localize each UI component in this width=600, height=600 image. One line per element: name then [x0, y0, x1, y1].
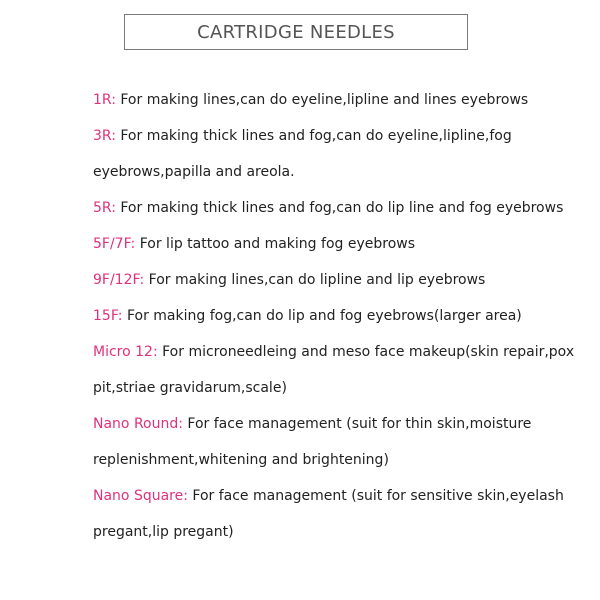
needle-code: Nano Square:: [93, 488, 188, 504]
needle-description: For making thick lines and fog,can do lip line and fog eyebrows: [120, 200, 564, 216]
needle-description: For face management (suit for sensitive skin,eyelash pregant,lip pregant): [93, 488, 564, 540]
needle-code: Micro 12:: [93, 344, 158, 360]
needle-code: 15F:: [93, 308, 123, 324]
needle-description: For making lines,can do eyeline,lipline and lines eyebrows: [120, 92, 529, 108]
list-item: [93, 82, 593, 118]
list-item: [93, 478, 593, 550]
needle-code: 5F/7F:: [93, 236, 136, 252]
list-item: [93, 226, 593, 262]
needle-code: 3R:: [93, 128, 116, 144]
needle-description: For face management (suit for thin skin,moisture replenishment,whitening and brightening): [93, 416, 532, 468]
needle-description: For making lines,can do lipline and lip eyebrows: [148, 272, 486, 288]
needle-code: 5R:: [93, 200, 116, 216]
list-item: [93, 298, 593, 334]
list-item: [93, 190, 593, 226]
needle-code: 1R:: [93, 92, 116, 108]
needle-code: Nano Round:: [93, 416, 183, 432]
list-item: [93, 262, 593, 298]
list-item: [93, 406, 593, 478]
needle-description: For making thick lines and fog,can do eyeline,lipline,fog eyebrows,papilla and areola.: [93, 128, 512, 180]
needle-code: 9F/12F:: [93, 272, 145, 288]
list-item: [93, 118, 593, 190]
needle-description: For making fog,can do lip and fog eyebrows(larger area): [126, 308, 522, 324]
title-box: [124, 14, 468, 50]
page-title: CARTRIDGE NEEDLES: [197, 21, 395, 43]
needle-description: For lip tattoo and making fog eyebrows: [139, 236, 416, 252]
needle-list: [93, 82, 593, 550]
list-item: [93, 334, 593, 406]
needle-description: For microneedleing and meso face makeup(skin repair,pox pit,striae gravidarum,scale): [93, 344, 575, 396]
